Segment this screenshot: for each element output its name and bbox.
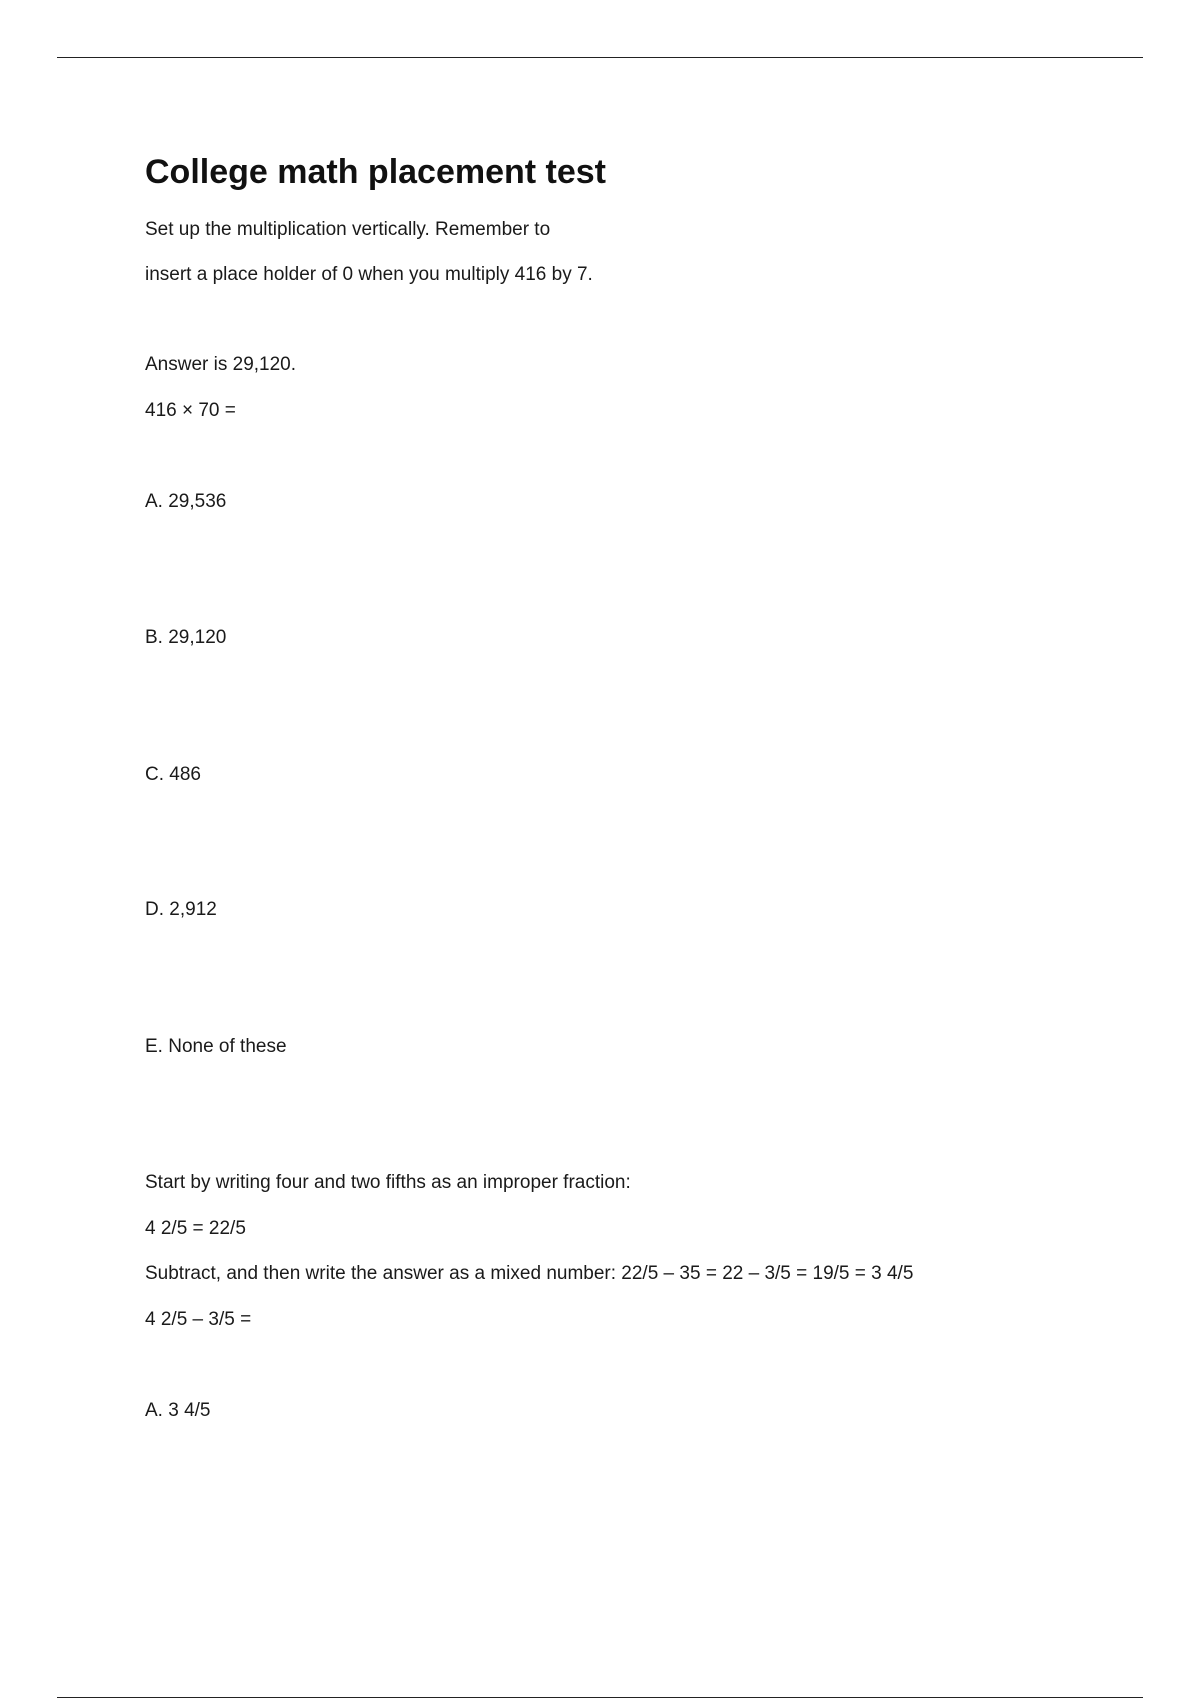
q1-prompt: 416 × 70 = [145, 400, 236, 421]
q1-explanation-line-2: insert a place holder of 0 when you multiply 416 by 7. [145, 264, 593, 285]
q1-option-b: B. 29,120 [145, 627, 227, 648]
top-divider [57, 57, 1143, 58]
q1-option-d: D. 2,912 [145, 899, 217, 920]
q2-prompt: 4 2/5 – 3/5 = [145, 1309, 252, 1330]
q1-option-a: A. 29,536 [145, 491, 227, 512]
page-title: College math placement test [145, 153, 607, 191]
q2-explanation-line-1: Start by writing four and two fifths as an improper fraction: [145, 1172, 631, 1193]
q1-explanation-line-1: Set up the multiplication vertically. Remember to [145, 219, 551, 240]
q2-option-a: A. 3 4/5 [145, 1400, 211, 1421]
q2-explanation-line-2: 4 2/5 = 22/5 [145, 1218, 246, 1239]
q1-option-e: E. None of these [145, 1036, 287, 1057]
q1-answer-note: Answer is 29,120. [145, 354, 297, 375]
q2-explanation-line-3: Subtract, and then write the answer as a mixed number: 22/5 – 35 = 22 – 3/5 = 19/5 = 3 4/5 [145, 1263, 914, 1284]
q1-option-c: C. 486 [145, 764, 201, 785]
bottom-divider [57, 1697, 1143, 1698]
